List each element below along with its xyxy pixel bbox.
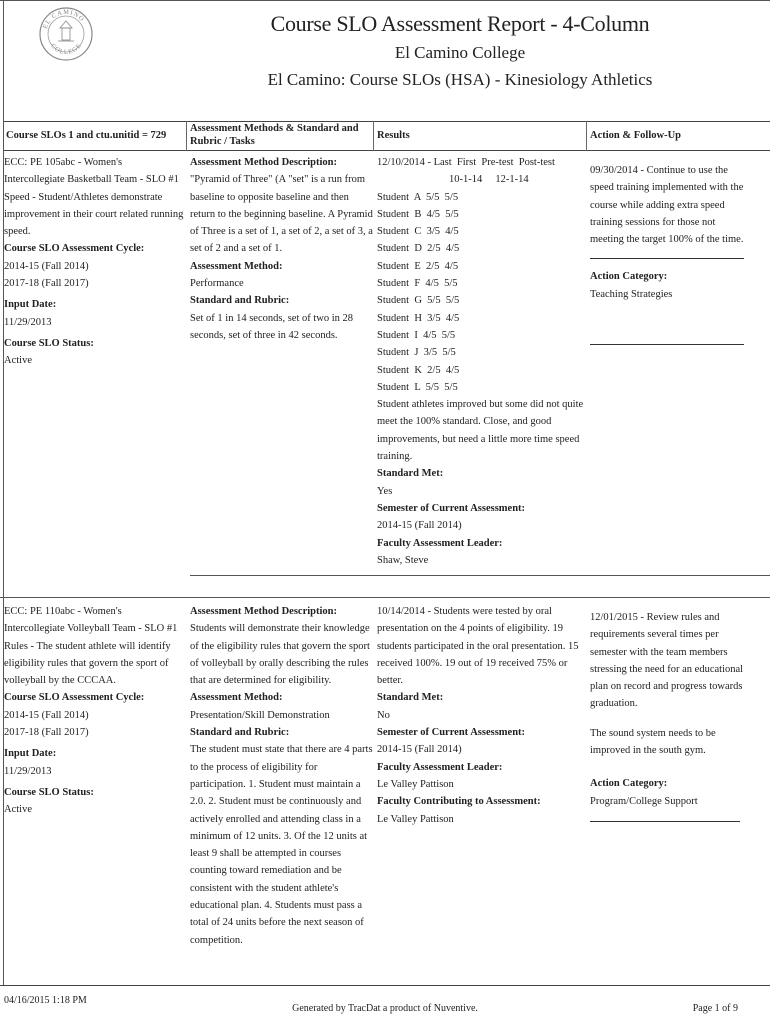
semester-label: Semester of Current Assessment: <box>377 502 526 514</box>
student-result-line: Student I 4/5 5/5 <box>377 329 456 341</box>
action-category-label: Action Category: <box>590 778 668 790</box>
contributing-label: Faculty Contributing to Assessment: <box>377 796 541 808</box>
results-header: 12/10/2014 - Last First Pre-test Post-test <box>377 157 555 168</box>
footer-page-number: Page 1 of 9 <box>692 1003 738 1014</box>
student-result-line: Student B 4/5 5/5 <box>377 208 459 220</box>
slo-record-basketball <box>4 154 770 594</box>
college-name: El Camino College <box>394 42 526 62</box>
record-separator <box>0 597 770 598</box>
status-value: Active <box>4 355 32 367</box>
standard-met-value: No <box>377 709 390 721</box>
student-result-line: Student G 5/5 5/5 <box>377 295 460 307</box>
semester-label: Semester of Current Assessment: <box>377 727 526 739</box>
leader-label: Faculty Assessment Leader: <box>377 537 503 549</box>
status-label: Course SLO Status: <box>4 786 94 798</box>
method-desc-value: Students will demonstrate their knowledge of the eligibility rules that govern the sport of volleyball by orally describing the rules that are determined for eligibility. <box>190 623 370 687</box>
results-text: 10/14/2014 - Students were tested by oral presentation on the 4 points of eligibility. 19 students participated in the oral presentation. 15 received 100%. 19 out of 19 received 75% or better. <box>377 606 579 687</box>
input-date-value: 11/29/2013 <box>4 765 52 777</box>
student-result-line: Student J 3/5 5/5 <box>377 347 456 359</box>
action-category-label: Action Category: <box>590 271 668 283</box>
slo-column <box>4 603 184 819</box>
student-result-line: Student H 3/5 4/5 <box>377 312 460 324</box>
status-label: Course SLO Status: <box>4 337 94 349</box>
method-label: Assessment Method: <box>190 692 283 704</box>
methods-column <box>190 603 373 949</box>
action-category-value: Teaching Strategies <box>590 288 673 300</box>
standard-met-label: Standard Met: <box>377 692 444 704</box>
column-header-row <box>4 121 770 151</box>
rubric-label: Standard and Rubric: <box>190 295 290 307</box>
action-note: The sound system needs to be improved in the south gym. <box>590 727 716 757</box>
leader-label: Faculty Assessment Leader: <box>377 761 503 773</box>
slo-description: ECC: PE 110abc - Women's Intercollegiate Volleyball Team - SLO #1 Rules - The student athlete will identify eligibility rules that govern the sport of volleyball by the CCCAA. <box>4 606 178 687</box>
student-result-line: Student E 2/5 4/5 <box>377 260 459 272</box>
leader-value: Shaw, Steve <box>377 554 429 566</box>
column-header-slo: Course SLOs 1 and ctu.unitid = 729 <box>6 129 167 141</box>
input-date-label: Input Date: <box>4 299 57 311</box>
standard-met-value: Yes <box>377 485 393 497</box>
footer-rule <box>0 985 770 986</box>
cycle-label: Course SLO Assessment Cycle: <box>4 692 145 704</box>
results-column <box>377 154 585 569</box>
action-column <box>590 609 750 810</box>
student-result-line: Student F 4/5 5/5 <box>377 278 458 290</box>
action-column <box>590 162 750 303</box>
semester-value: 2014-15 (Fall 2014) <box>377 744 462 756</box>
report-title: Course SLO Assessment Report - 4-Column <box>270 11 650 36</box>
report-header <box>150 10 770 90</box>
action-category-value: Program/College Support <box>590 795 698 807</box>
column-header-methods: Assessment Methods & Standard and Rubric / Tasks <box>190 123 359 147</box>
column-header-action: Action & Follow-Up <box>590 129 681 141</box>
cycle-value: 2017-18 (Fall 2017) <box>4 278 89 290</box>
report-subtitle: El Camino: Course SLOs (HSA) - Kinesiology Athletics <box>267 69 653 89</box>
action-text: 09/30/2014 - Continue to use the speed training implemented with the course while adding extra speed training sessions for those not meeting the target 100% of the time. <box>590 165 744 246</box>
method-value: Presentation/Skill Demonstration <box>190 709 330 721</box>
method-value: Performance <box>190 278 244 290</box>
slo-column <box>4 154 184 370</box>
college-seal-icon <box>38 6 94 62</box>
student-result-line: Student K 2/5 4/5 <box>377 364 460 376</box>
student-result-line: Student C 3/5 4/5 <box>377 226 459 238</box>
semester-value: 2014-15 (Fall 2014) <box>377 520 462 532</box>
method-desc-value: "Pyramid of Three" (A "set" is a run from baseline to opposite baseline and then return to the beginning baseline. A Pyramid of Three is a set of 1, a set of 2, a set of 3, a set of 2 and a set of 1. <box>190 174 373 255</box>
leader-value: Le Valley Pattison <box>377 778 454 790</box>
results-subheader: 10-1-14 12-1-14 <box>449 174 529 186</box>
method-desc-label: Assessment Method Description: <box>190 157 337 168</box>
results-list <box>377 189 585 397</box>
svg-text:COLLEGE: COLLEGE <box>49 42 84 57</box>
cycle-label: Course SLO Assessment Cycle: <box>4 243 145 255</box>
cycle-value: 2014-15 (Fall 2014) <box>4 709 89 721</box>
student-result-line: Student A 5/5 5/5 <box>377 191 459 203</box>
input-date-value: 11/29/2013 <box>4 316 52 328</box>
rubric-value: The student must state that there are 4 parts to the process of eligibility for participation. 1. Student must maintain a 2.0. 2. Student must be continuously and actively enrolled and attending class in a minimum of 12 units. 3. Of the 12 units at least 9 shall be attempted in courses counting toward remediation and be consistent with the student athlete's educational plan. 4. Students must pass a total of 24 units before the next season of competition. <box>190 744 373 946</box>
cycle-value: 2017-18 (Fall 2017) <box>4 727 89 739</box>
results-column <box>377 603 585 828</box>
cycle-value: 2014-15 (Fall 2014) <box>4 260 89 272</box>
input-date-label: Input Date: <box>4 748 57 760</box>
contributing-value: Le Valley Pattison <box>377 813 454 825</box>
rubric-value: Set of 1 in 14 seconds, set of two in 28 seconds, set of three in 42 seconds. <box>190 312 354 341</box>
column-header-results: Results <box>377 129 410 141</box>
svg-text:EL CAMINO: EL CAMINO <box>41 8 86 30</box>
top-rule <box>0 0 770 1</box>
student-result-line: Student D 2/5 4/5 <box>377 243 460 255</box>
method-desc-label: Assessment Method Description: <box>190 606 337 617</box>
results-summary: Student athletes improved but some did not quite meet the 100% standard. Close, and good improvements, but need a little more time speed training. <box>377 399 584 463</box>
status-value: Active <box>4 804 32 816</box>
student-result-line: Student L 5/5 5/5 <box>377 381 458 393</box>
method-label: Assessment Method: <box>190 260 283 272</box>
rubric-label: Standard and Rubric: <box>190 727 290 739</box>
slo-record-volleyball <box>4 603 770 973</box>
methods-column <box>190 154 373 344</box>
standard-met-label: Standard Met: <box>377 468 444 480</box>
slo-description: ECC: PE 105abc - Women's Intercollegiate Basketball Team - SLO #1 Speed - Student/Athletes demonstrate improvement in their court related running speed. <box>4 157 184 238</box>
action-text: 12/01/2015 - Review rules and requirements several times per semester with the team members stressing the need for an educational plan on record and progress towards graduation. <box>590 612 744 710</box>
footer-timestamp: 04/16/2015 1:18 PM <box>4 995 87 1006</box>
footer-generated: Generated by TracDat a product of Nuventive. <box>292 1003 478 1014</box>
